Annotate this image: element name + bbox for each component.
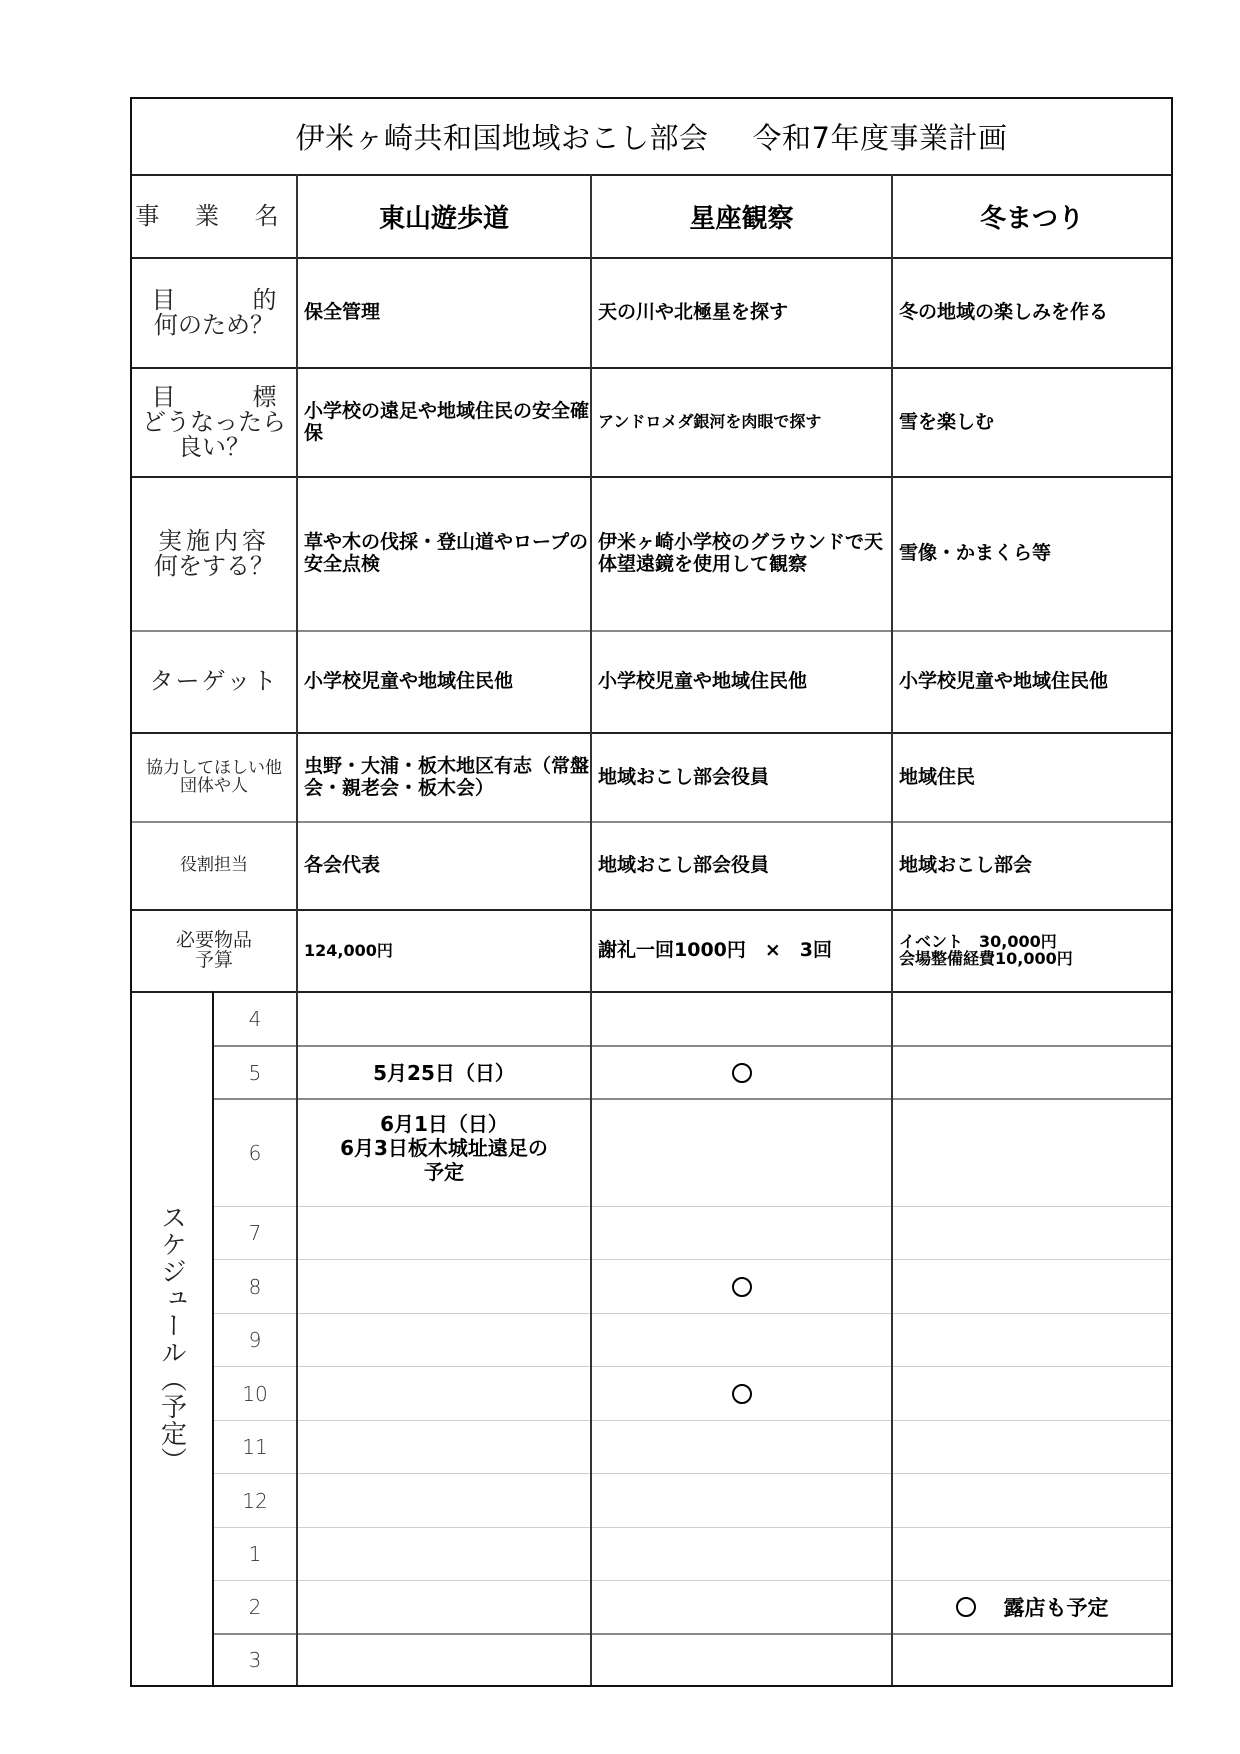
month-label: 1	[248, 1542, 262, 1566]
schedule-label: スケジュール（予定）	[156, 1204, 187, 1474]
project-name-label: 事 業 名	[135, 201, 293, 230]
cooperation-project-2: 地域おこし部会役員	[598, 765, 770, 788]
row-label-budget	[132, 911, 296, 991]
column-header-project-2: 星座観察	[689, 204, 794, 234]
roles-project-3: 地域おこし部会	[899, 854, 1033, 877]
purpose-label-question: 何のため？	[154, 311, 274, 339]
purpose-project-1: 保全管理	[304, 301, 381, 324]
circle-mark-icon	[732, 1063, 752, 1083]
goal-label-question-1: どうなったら	[142, 407, 286, 436]
month-label: 4	[248, 1007, 262, 1031]
month-label: 3	[248, 1648, 262, 1672]
target-project-1: 小学校児童や地域住民他	[304, 670, 514, 693]
goal-project-1: 小学校の遠足や地域住民の安全確保	[304, 399, 590, 444]
budget-project-3	[893, 911, 1171, 991]
cooperation-project-1: 虫野・大浦・板木地区有志（常盤会・親老会・板木会）	[304, 754, 590, 799]
month-label: 9	[248, 1328, 262, 1352]
goal-project-2: アンドロメダ銀河を肉眼で探す	[598, 412, 822, 432]
schedule-project-1-may: 5月25日（日）	[373, 1060, 515, 1085]
budget-event: イベント 30,000円	[899, 932, 1057, 952]
page-title	[132, 99, 1171, 174]
month-label: 2	[248, 1595, 262, 1619]
cooperation-project-3: 地域住民	[899, 765, 976, 788]
row-label-content	[132, 478, 296, 630]
target-project-2: 小学校児童や地域住民他	[598, 670, 808, 693]
june-excursion: 6月3日板木城址遠足の	[340, 1136, 548, 1160]
circle-mark-icon	[956, 1597, 976, 1617]
row-label-roles	[132, 823, 296, 909]
title-plan: 令和7年度事業計画	[752, 121, 1008, 155]
month-label: 6	[248, 1141, 262, 1165]
row-label-purpose	[132, 259, 296, 367]
cooperation-label-1: 協力してほしい他	[146, 757, 282, 778]
row-label-cooperation	[132, 734, 296, 821]
schedule-project-1-june	[298, 1100, 590, 1206]
stall-plan-text: 露店も予定	[1003, 1596, 1109, 1620]
title-organization: 伊米ヶ崎共和国地域おこし部会	[295, 121, 709, 155]
content-label: 実施内容	[158, 526, 270, 555]
month-label: 8	[248, 1274, 262, 1299]
content-label-question: 何をする？	[154, 552, 274, 580]
purpose-project-3: 冬の地域の楽しみを作る	[899, 301, 1109, 324]
target-label: ターゲット	[149, 667, 279, 696]
budget-label-2: 予算	[194, 949, 233, 971]
budget-label-1: 必要物品	[175, 929, 252, 952]
june-event-date: 6月1日（日）	[380, 1112, 508, 1136]
circle-mark-icon	[732, 1384, 752, 1404]
goal-label-question-2: 良い？	[178, 433, 250, 462]
column-header-project-3: 冬まつり	[979, 204, 1084, 234]
target-project-3: 小学校児童や地域住民他	[899, 670, 1109, 693]
content-project-1: 草や木の伐採・登山道やロープの安全点検	[304, 531, 589, 575]
month-label: 12	[242, 1488, 268, 1513]
goal-project-3: 雪を楽しむ	[899, 410, 995, 433]
month-label: 7	[248, 1221, 262, 1245]
roles-project-1: 各会代表	[304, 854, 381, 877]
month-label: 5	[248, 1060, 262, 1085]
schedule-project-3-feb	[893, 1581, 1171, 1633]
goal-label-right: 標	[252, 382, 277, 411]
schedule-project-2-oct	[592, 1367, 891, 1420]
june-excursion-planned: 予定	[424, 1160, 464, 1184]
purpose-label-left: 目	[151, 285, 176, 314]
goal-label-left: 目	[151, 382, 176, 411]
content-project-3: 雪像・かまくら等	[899, 542, 1052, 565]
circle-mark-icon	[732, 1277, 752, 1297]
schedule-project-2-aug	[592, 1260, 891, 1313]
budget-venue: 会場整備経費10,000円	[899, 949, 1073, 968]
plan-table	[130, 97, 1173, 1687]
schedule-project-2-may	[592, 1047, 891, 1098]
content-project-2: 伊米ヶ崎小学校のグラウンドで天体望遠鏡を使用して観察	[598, 531, 884, 575]
roles-label: 役割担当	[180, 855, 248, 876]
purpose-project-2: 天の川や北極星を探す	[598, 301, 789, 324]
month-label: 11	[242, 1435, 268, 1459]
cooperation-label-2: 団体や人	[180, 775, 248, 796]
row-label-project-name	[132, 176, 296, 257]
month-label: 10	[242, 1381, 268, 1406]
budget-project-2: 謝礼一回1000円 × 3回	[598, 939, 833, 962]
column-header-project-1: 東山遊歩道	[378, 204, 509, 234]
budget-project-1: 124,000円	[304, 940, 393, 960]
roles-project-2: 地域おこし部会役員	[598, 854, 770, 877]
purpose-label-right: 的	[252, 285, 277, 314]
row-label-goal	[132, 369, 296, 476]
row-label-target	[132, 632, 296, 732]
